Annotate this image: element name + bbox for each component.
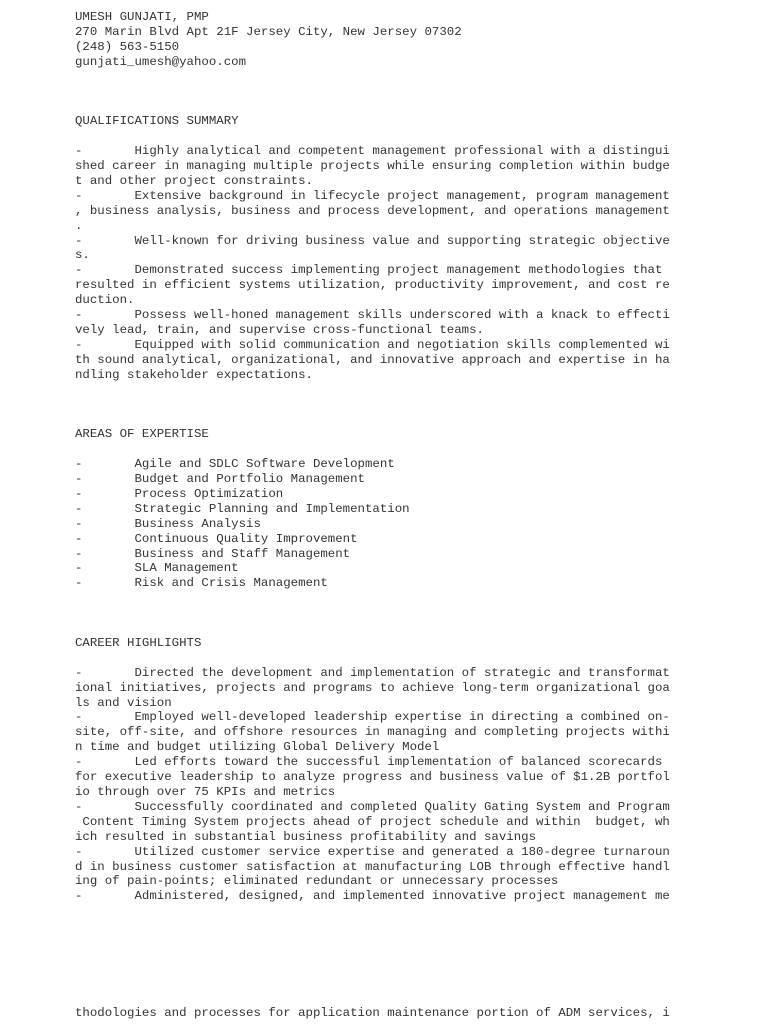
qualification-line: shed career in managing multiple projects while ensuring completion within budge: [75, 159, 670, 174]
section-heading: AREAS OF EXPERTISE: [75, 427, 209, 442]
qualification-line: - Highly analytical and competent management professional with a distingui: [75, 144, 670, 159]
expertise-item: - Budget and Portfolio Management: [75, 472, 365, 486]
expertise-lines: [75, 457, 695, 591]
expertise-section: [75, 427, 695, 591]
career-highlight-line: io through over 75 KPIs and metrics: [75, 784, 336, 799]
career-highlight-line: ls and vision: [75, 695, 172, 710]
career-highlight-line: d in business customer satisfaction at manufacturing LOB through effective handl: [75, 859, 670, 874]
qualification-line: - Well-known for driving business value and supporting strategic objective: [75, 233, 670, 248]
qualification-line: vely lead, train, and supervise cross-functional teams.: [75, 322, 484, 337]
expertise-item: - Strategic Planning and Implementation: [75, 501, 410, 516]
contact-address: 270 Marin Blvd Apt 21F Jersey City, New Jersey 07302: [75, 24, 462, 39]
qualifications-section: [75, 114, 695, 382]
contact-name: UMESH GUNJATI, PMP: [75, 10, 209, 24]
expertise-item: - Business Analysis: [75, 516, 261, 531]
career-highlight-line: ional initiatives, projects and programs to achieve long-term organizational goa: [75, 680, 670, 695]
career-highlight-line: - Directed the development and implementation of strategic and transformat: [75, 665, 670, 680]
career-highlight-line: n time and budget utilizing Global Delivery Model: [75, 740, 440, 755]
qualification-line: - Possess well-honed management skills underscored with a knack to effecti: [75, 308, 670, 323]
qualification-line: t and other project constraints.: [75, 173, 313, 188]
contact-block: [75, 10, 695, 70]
career-highlight-line: - Led efforts toward the successful implementation of balanced scorecards: [75, 755, 663, 770]
qualification-line: ndling stakeholder expectations.: [75, 367, 313, 382]
expertise-item: - Agile and SDLC Software Development: [75, 457, 395, 472]
qualification-line: - Demonstrated success implementing project management methodologies that: [75, 263, 663, 278]
continuation-line: thodologies and processes for application maintenance portion of ADM services, i: [75, 1006, 670, 1020]
contact-email: gunjati_umesh@yahoo.com: [75, 54, 247, 69]
career-highlight-line: ich resulted in substantial business profitability and savings: [75, 829, 537, 844]
expertise-item: - Risk and Crisis Management: [75, 576, 328, 591]
section-heading: CAREER HIGHLIGHTS: [75, 635, 202, 650]
section-heading: QUALIFICATIONS SUMMARY: [75, 114, 239, 129]
career-highlight-line: for executive leadership to analyze progress and business value of $1.2B portfol: [75, 770, 670, 785]
qualification-line: s.: [75, 248, 90, 263]
career-highlight-line: - Employed well-developed leadership expertise in directing a combined on-: [75, 710, 670, 725]
expertise-item: - Continuous Quality Improvement: [75, 531, 358, 546]
expertise-item: - SLA Management: [75, 561, 239, 576]
qualification-line: resulted in efficient systems utilization, productivity improvement, and cost re: [75, 278, 670, 293]
qualification-line: th sound analytical, organizational, and innovative approach and expertise in ha: [75, 352, 670, 367]
career-lines: [75, 666, 695, 905]
career-highlight-line: - Administered, designed, and implemented innovative project management me: [75, 889, 670, 904]
expertise-item: - Business and Staff Management: [75, 546, 351, 561]
qualification-line: - Equipped with solid communication and negotiation skills complemented wi: [75, 337, 670, 352]
career-highlight-line: - Utilized customer service expertise and generated a 180-degree turnaroun: [75, 844, 670, 859]
career-highlight-line: site, off-site, and offshore resources in managing and completing projects withi: [75, 725, 670, 740]
resume-document: [75, 10, 695, 904]
career-highlight-line: - Successfully coordinated and completed Quality Gating System and Program: [75, 799, 670, 814]
contact-phone: (248) 563-5150: [75, 39, 180, 54]
career-highlight-line: ing of pain-points; eliminated redundant or unnecessary processes: [75, 874, 559, 889]
qualification-line: - Extensive background in lifecycle project management, program management: [75, 188, 670, 203]
qualification-line: .: [75, 218, 83, 233]
career-highlight-line: Content Timing System projects ahead of project schedule and within budget, wh: [75, 814, 670, 829]
expertise-item: - Process Optimization: [75, 486, 284, 501]
career-section: [75, 636, 695, 904]
qualification-line: duction.: [75, 293, 135, 308]
qualifications-lines: [75, 144, 695, 383]
qualification-line: , business analysis, business and process development, and operations management: [75, 203, 670, 218]
